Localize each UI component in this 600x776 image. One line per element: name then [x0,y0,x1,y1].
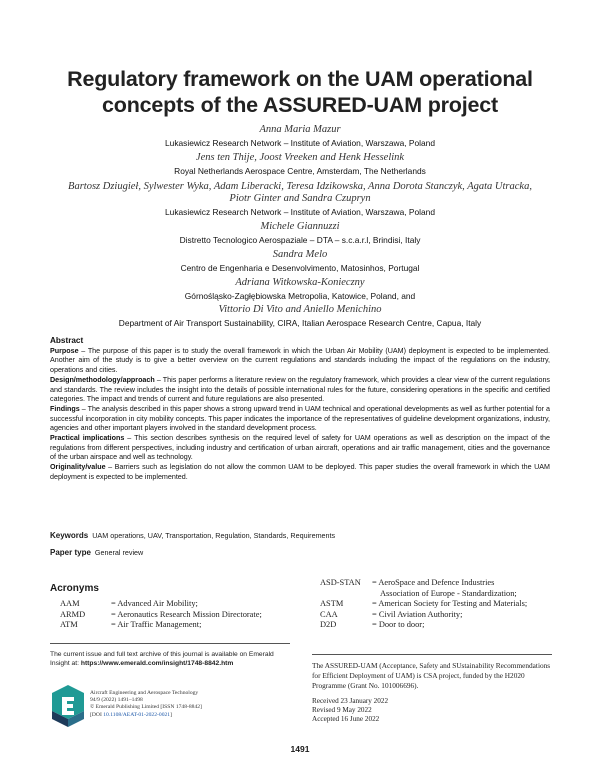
date-received: Received 23 January 2022 [312,697,389,705]
availability-line: The current issue and full text archive of this journal is available on Emerald [50,651,274,658]
acronym-abbr [320,589,372,600]
section-label: Design/methodology/approach [50,375,155,384]
acronym-def: Association of Europe - Standardization; [380,588,517,598]
acronym-row [60,620,262,631]
author-affiliation: Distretto Tecnologico Aerospaziale – DTA – s.c.a.r.l, Brindisi, Italy [179,235,421,245]
paper-type-label: Paper type [50,548,91,557]
acronym-abbr: D2D [320,620,337,629]
section-text: – Barriers such as legislation do not allow the common UAM to be deployed. This paper studies the overall framework in which the UAM deployment is expected to be implemented. [50,463,550,481]
section-label: Findings [50,404,80,413]
acronym-row [320,610,527,621]
journal-volume: 94/9 (2022) 1491–1498 [90,697,143,704]
author-affiliation: Centro de Engenharia e Desenvolvimento, Matosinhos, Portugal [180,263,420,273]
author-affiliation: Department of Air Transport Sustainability, CIRA, Italian Aerospace Research Centre, Capua, Italy [118,318,482,328]
footer-rule-left [50,643,290,644]
journal-doi [90,712,202,719]
acronyms-left [60,599,262,631]
footer-rule-right [312,654,552,655]
availability-line [50,659,300,668]
keywords-text: UAM operations, UAV, Transportation, Regulation, Standards, Requirements [92,531,336,540]
abstract [50,336,550,483]
paper-type [50,548,550,558]
acronym-abbr: ASTM [320,599,344,608]
page-number: 1491 [290,744,310,754]
acronym-def: = Advanced Air Mobility; [111,599,198,608]
article-dates [312,697,388,724]
acronym-row [320,620,527,631]
abstract-purpose [50,347,550,376]
availability-prefix: Insight at: [50,660,81,667]
author-names: Sandra Melo [272,249,328,260]
doi-suffix: ] [170,711,172,718]
author-names: Bartosz Dziugieł, Sylwester Wyka, Adam Liberacki, Teresa Idzikowska, Anna Dorota Stanczyk, Agata Utracka, [68,181,532,192]
acronym-row [60,599,262,610]
section-label: Purpose [50,346,79,355]
section-label: Practical implications [50,434,125,443]
section-text: – The analysis described in this paper shows a strong upward trend in UAM technical and operational developments as well as further potential for a successful incorporation in city mobility concepts. This paper indicates the importance of the representatives of guideline development organizations, industry, agencies and other important players involved in the standard development process. [50,404,550,433]
emerald-logo-icon [52,685,84,727]
author-names: Michele Giannuzzi [260,221,340,232]
acronym-def: = AeroSpace and Defence Industries [372,578,495,587]
acronym-def: = American Society for Testing and Materials; [372,599,528,608]
acronym-abbr: ARMD [60,609,86,619]
acronym-row [60,610,262,621]
acronym-def: = Civil Aviation Authority; [372,609,463,619]
journal-url-link[interactable]: https://www.emerald.com/insight/1748-8842.htm [80,660,234,667]
abstract-design [50,376,550,405]
author-names-continued: Piotr Ginter and Sandra Czupryn [229,193,371,204]
section-text: – This paper performs a literature review on the regulatory framework, which provides a clear view of the current regulations and standards. The review includes the insight into the details of possible international rules for the future, considering operations in the specific and certified categories. The impact and trends of current and future regulations are also presented. [50,375,550,404]
journal-copyright: © Emerald Publishing Limited [ISSN 1748-8842] [90,704,202,711]
acronym-abbr: AAM [60,599,80,608]
date-accepted: Accepted 16 June 2022 [312,715,380,723]
acronym-row [320,599,527,610]
author-names: Adriana Witkowska-Konieczny [235,277,365,288]
acronym-abbr: ATM [60,620,78,629]
author-names: Jens ten Thije, Joost Vreeken and Henk Hesselink [195,152,405,163]
journal-availability-note [50,650,300,668]
keywords-label: Keywords [50,531,89,540]
author-affiliation: Lukasiewicz Research Network – Institute of Aviation, Warszawa, Poland [165,207,435,217]
keywords [50,531,550,541]
acronym-abbr: ASD-STAN [320,578,361,587]
author-affiliation: Górnośląsko-Zagłębiowska Metropolia, Katowice, Poland, and [184,291,416,301]
acronym-def: = Door to door; [372,620,425,629]
acronyms-heading: Acronyms [50,583,99,594]
acronym-def: = Air Traffic Management; [111,620,202,629]
acronym-def: = Aeronautics Research Mission Directorate; [111,609,262,619]
journal-name: Aircraft Engineering and Aerospace Technology [90,690,199,696]
author-names: Anna Maria Mazur [259,124,341,135]
publisher-info [90,690,202,719]
acronym-row [320,578,527,589]
acronym-row [320,589,527,600]
paper-type-text: General review [94,548,144,557]
section-text: – The purpose of this paper is to study the overall framework in which the Urban Air Mobility (UAM) deployment is expected to be implemented. Another aim of the study is to give a better overview on the current regulations and standards including the impact of the regulations on the industry, operations and cities. [50,346,550,375]
section-text: – This section describes synthesis on the required level of safety for UAM operations as well as description on the impact of the regulations from different perspectives, including industry and certification of urban aircraft, operations and air traffic management, cities and the governance of the urban airspace and well as technology. [50,434,551,462]
author-affiliation: Lukasiewicz Research Network – Institute of Aviation, Warszawa, Poland [165,138,435,148]
doi-link[interactable]: 10.1108/AEAT-01-2022-0021 [103,711,171,718]
funding-note: The ASSURED-UAM (Acceptance, Safety and SUstainability Recommendations for Efficient Deployment of UAM) is CSA project, funded by the H2020 Programme (Grant No. 101006696). [312,661,551,690]
author-names: Vittorio Di Vito and Aniello Menichino [218,304,382,315]
abstract-heading: Abstract [50,336,84,345]
abstract-originality [50,463,550,482]
section-label: Originality/value [50,463,106,472]
acronyms-right [320,578,527,631]
paper-title: Regulatory framework on the UAM operational concepts of the ASSURED-UAM project [67,67,533,117]
doi-prefix: [DOI [90,711,104,718]
date-revised: Revised 9 May 2022 [312,706,372,714]
acronym-abbr: CAA [320,609,338,619]
abstract-findings [50,405,550,434]
author-affiliation: Royal Netherlands Aerospace Centre, Amsterdam, The Netherlands [174,166,426,176]
abstract-practical [50,434,550,463]
